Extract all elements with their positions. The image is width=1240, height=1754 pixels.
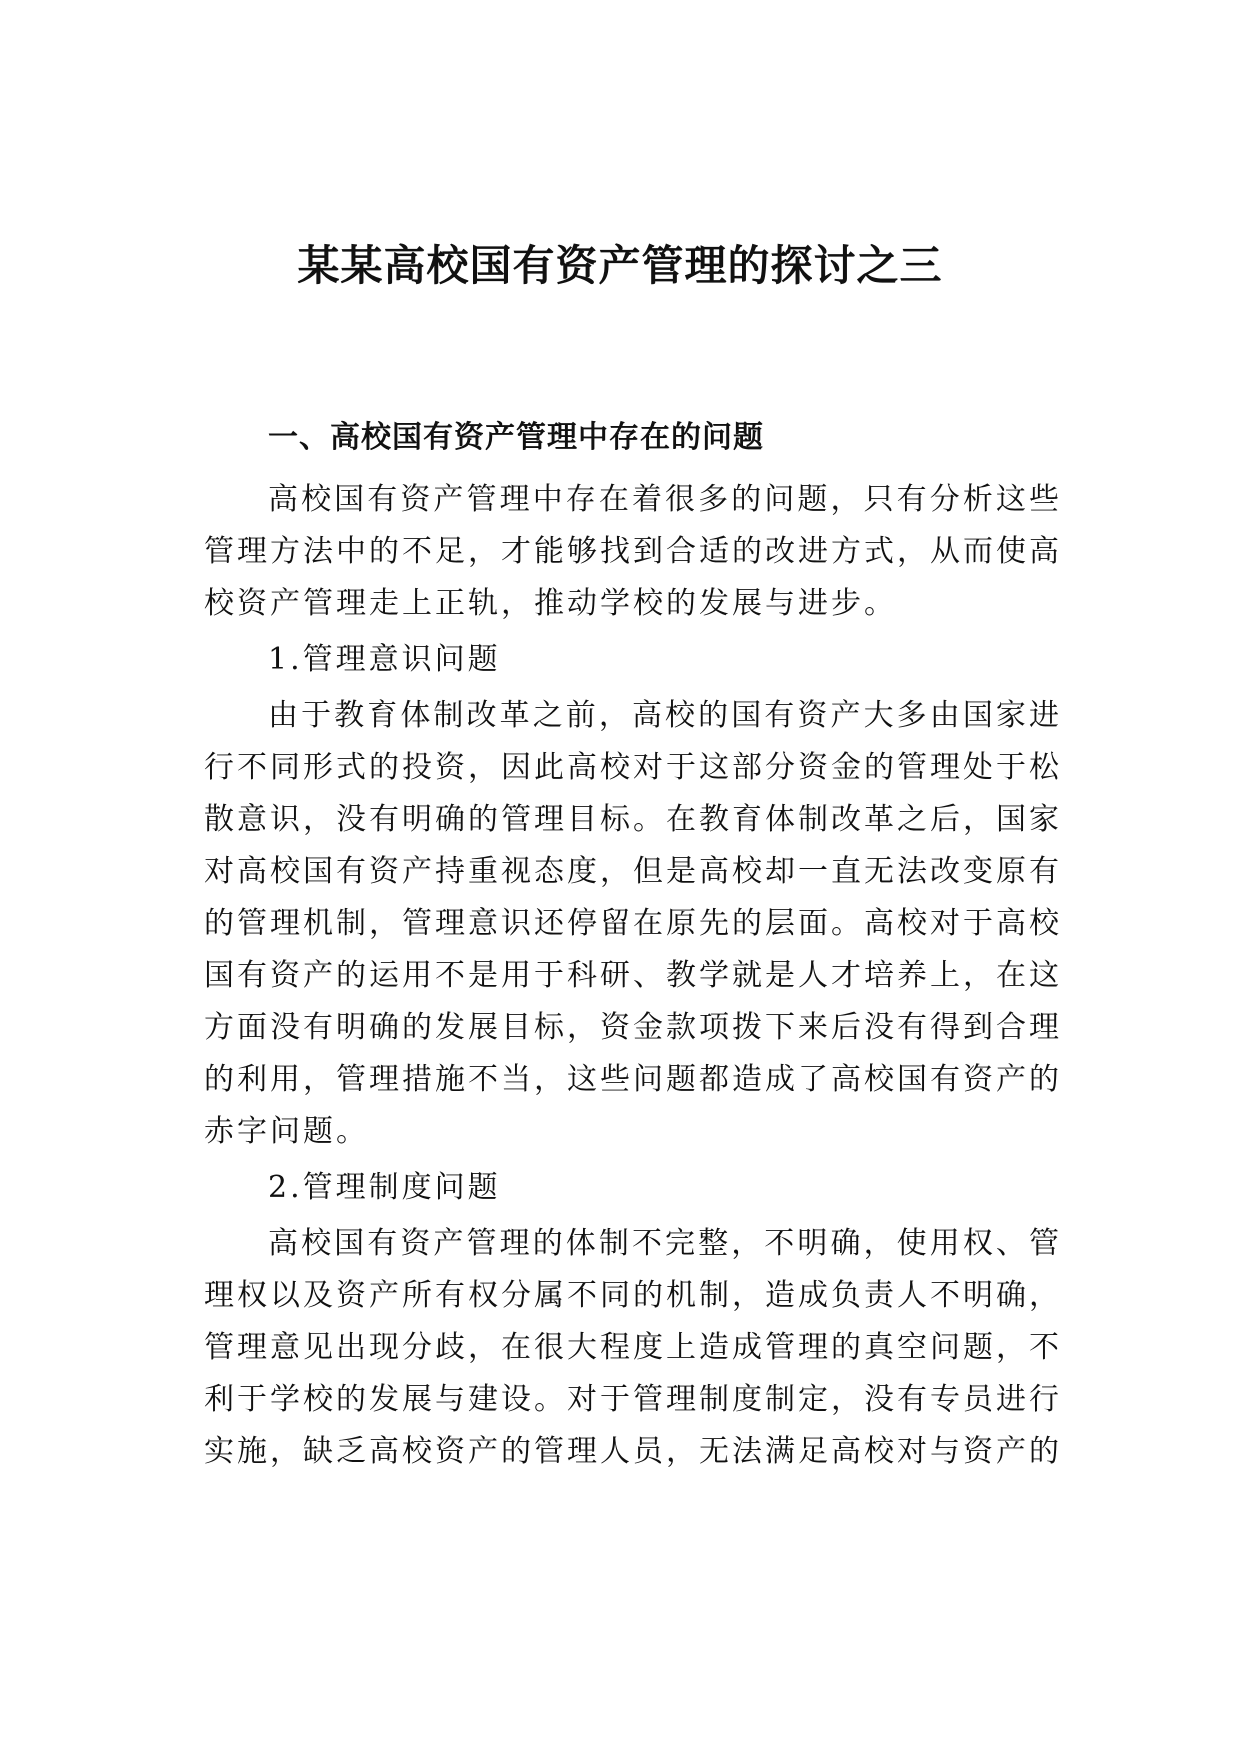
management-awareness-paragraph: 由于教育体制改革之前，高校的国有资产大多由国家进行不同形式的投资，因此高校对于这部分资金的管理处于松散意识，没有明确的管理目标。在教育体制改革之后，国家对高校国有资产持重视态度，但是高校却一直无法改变原有的管理机制，管理意识还停留在原先的层面。高校对于高校国有资产的运用不是用于科研、教学就是人才培养上，在这方面没有明确的发展目标，资金款项拨下来后没有得到合理的利用，管理措施不当，这些问题都造成了高校国有资产的赤字问题。	[204, 698, 1062, 1149]
subsection-heading-management-system: 2.管理制度问题	[268, 1170, 501, 1205]
document-title: 某某高校国有资产管理的探讨之三	[297, 241, 943, 290]
management-system-paragraph: 高校国有资产管理的体制不完整，不明确，使用权、管理权以及资产所有权分属不同的机制，造成负责人不明确，管理意见出现分歧，在很大程度上造成管理的真空问题，不利于学校的发展与建设。对于管理制度制定，没有专员进行实施，缺乏高校资产的管理人员，无法满足高校对与资产的	[204, 1226, 1062, 1469]
document-body	[204, 412, 1062, 1482]
subsection-heading-management-awareness: 1.管理意识问题	[268, 642, 501, 677]
section-heading: 一、高校国有资产管理中存在的问题	[268, 420, 764, 455]
intro-paragraph: 高校国有资产管理中存在着很多的问题，只有分析这些管理方法中的不足，才能够找到合适的改进方式，从而使高校资产管理走上正轨，推动学校的发展与进步。	[204, 482, 1062, 621]
